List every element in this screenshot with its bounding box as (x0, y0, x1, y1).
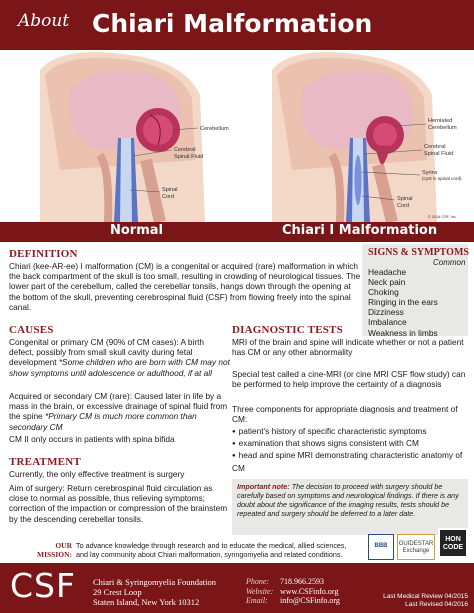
review-dates (368, 593, 468, 609)
org-name: Chiari & Syringomyelia Foundation (93, 577, 217, 587)
label-cord-left-2: Cord (162, 194, 175, 200)
list-item: ● patient's history of specific characteristic symptoms (232, 426, 468, 438)
phone-link[interactable]: 718.966.2593 (280, 577, 324, 586)
footer-banner (0, 563, 474, 613)
hon-badge-text: HON CODE (442, 536, 464, 551)
list-item: Imbalance (368, 317, 407, 328)
last-revised: Last Revised 04/2016 (405, 601, 468, 608)
diagnostic-p1: MRI of the brain and spine will indicate whether or not a patient has CM or any other abnormality (232, 337, 464, 358)
list-item: Dizziness (368, 307, 404, 318)
bbb-badge-text: BBB (374, 543, 388, 549)
list-item: ● head and spine MRI demonstrating characteristic anatomy of CM (232, 450, 468, 472)
list-item: Neck pain (368, 277, 406, 288)
guidestar-badge[interactable] (397, 534, 435, 560)
website-link[interactable]: www.CSFinfo.org (280, 586, 339, 596)
mission-text: To advance knowledge through research and to educate the medical, allied sciences, and lay community about Chiari malformation, syringomyelia and related conditions. (76, 541, 347, 559)
list-item: ● examination that shows signs consistent with CM (232, 438, 468, 450)
label-syrinx-2: (cyst in spinal cord) (422, 176, 462, 181)
label-chiari: Chiari I Malformation (282, 223, 438, 238)
header-banner (0, 0, 474, 50)
label-cord-left-1: Spinal (162, 187, 178, 193)
causes-p1 (9, 337, 231, 378)
label-cord-right-2: Cord (397, 203, 410, 209)
causes-p2-note: *Primary CM is much more common than secondary CM (9, 411, 197, 432)
causes-p1-note: *Some children who are born with CM may not show symptoms until adolescence or adulthood, if at all (9, 357, 230, 378)
diagnostic-p3: Three components for appropriate diagnosis and treatment of CM: (232, 404, 458, 425)
causes-p2 (9, 391, 231, 432)
hon-code-badge[interactable] (438, 528, 468, 558)
anatomy-illustration (0, 50, 474, 222)
guidestar-badge-text: GUIDESTAR Exchange (398, 541, 434, 554)
org-city: Staten Island, New York 10312 (93, 597, 200, 607)
causes-heading: CAUSES (9, 324, 54, 336)
definition-text: Chiari (kee-AR-ee) I malformation (CM) is a congenital or acquired (rare) malformation in which the back compartment of the skull is too small, resulting in crowding of neurological tissues. The lower part of the cerebellum, called the cerebellar tonsils, hangs down through the opening at the bottom of the skull, preventing cerebrospinal fluid (CSF) from flowing freely into the spinal canal. (9, 261, 361, 312)
signs-list (368, 267, 438, 338)
label-normal: Normal (110, 223, 163, 238)
mission-label-2: MISSION: (37, 549, 73, 559)
diagnostic-heading: DIAGNOSTIC TESTS (232, 324, 343, 336)
list-item: Choking (368, 287, 399, 298)
label-csf-left-2: Spinal Fluid (174, 154, 204, 160)
label-csf-right-1: Cerebral (424, 144, 446, 150)
phone-label: Phone: (246, 577, 270, 586)
csf-logo: CSF (10, 566, 76, 605)
label-syrinx-1: Syrinx (422, 170, 438, 176)
org-street: 29 Crest Loop (93, 587, 142, 597)
last-medical-review: Last Medical Review 04/2015 (383, 593, 468, 600)
website-label: Website: (246, 586, 274, 596)
normal-head-illustration (40, 52, 205, 222)
label-csf-right-2: Spinal Fluid (424, 151, 454, 157)
note-text: The decision to proceed with surgery should be carefully based on symptoms and neurological findings. If there is any doubt about the significance of the imaging results, tests should be repeated and surgery should be deferred to a later date. (237, 482, 459, 518)
list-item: Weakness in limbs (368, 327, 438, 338)
signs-common: Common (433, 258, 466, 267)
list-item: Ringing in the ears (368, 297, 438, 308)
page-title: Chiari Malformation (92, 9, 373, 38)
bbb-badge[interactable] (368, 534, 394, 560)
signs-symptoms-box (362, 244, 468, 336)
comparison-band (0, 222, 474, 242)
diagnostic-list (232, 426, 468, 473)
org-address (93, 577, 216, 607)
copyright: © 2014 CSF, Inc. (428, 215, 457, 219)
email-link[interactable]: info@CSFinfo.org (280, 596, 340, 605)
anatomy-drawing (0, 50, 474, 222)
label-cerebellum: Cerebellum (200, 126, 229, 132)
treatment-heading: TREATMENT (9, 456, 81, 468)
mission-label-1: OUR (55, 541, 73, 550)
label-cord-right-1: Spinal (397, 196, 413, 202)
contact-info (246, 577, 340, 606)
header-about: About (18, 11, 70, 31)
definition-heading: DEFINITION (9, 248, 78, 260)
causes-p1-text: Congenital or primary CM (90% of CM cases): A birth defect, possibly from small skull cavity during fetal development (9, 337, 205, 368)
important-note (232, 479, 468, 535)
list-item: Headache (368, 267, 407, 277)
note-label: Important note: (237, 482, 290, 491)
label-herniated-2: Cerebellum (428, 125, 457, 131)
treatment-p1: Currently, the only effective treatment is surgery (9, 469, 185, 479)
label-csf-left-1: Cerebral (174, 147, 196, 153)
causes-p3: CM II only occurs in patients with spina bifida (9, 434, 175, 444)
signs-heading: SIGNS & SYMPTOMS (368, 247, 469, 258)
diagnostic-p2: Special test called a cine-MRI (or cine MRI CSF flow study) can be performed to help improve the certainty of a diagnosis (232, 369, 466, 390)
causes-p2-text: Acquired or secondary CM (rare): Caused later in life by a mass in the brain, or excessive drainage of spinal fluid from the spine (9, 391, 228, 422)
label-herniated-1: Herniated (428, 118, 453, 124)
treatment-p2: Aim of surgery: Return cerebrospinal fluid circulation as close to normal as possible, thus relieving symptoms; correction of the impaction or compression of the brainstem by the descending cerebellar tonsils. (9, 483, 228, 524)
mission-label (37, 542, 72, 559)
email-label: Email: (246, 596, 268, 605)
